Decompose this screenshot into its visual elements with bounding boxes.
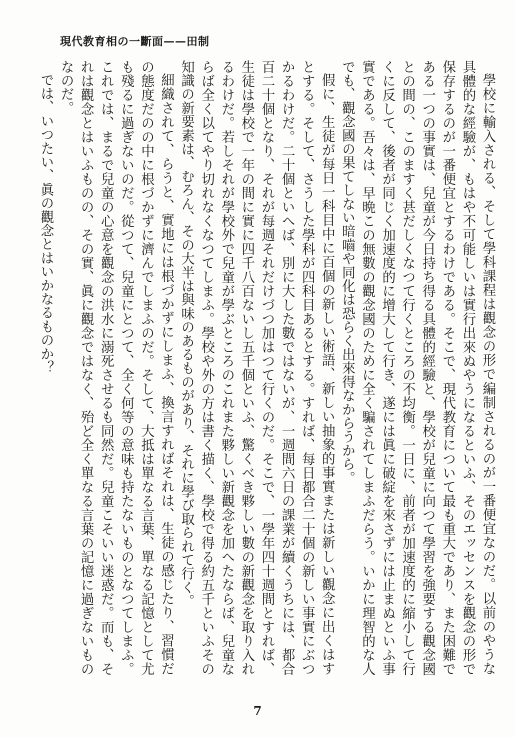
paragraph: では、いつたい、眞の觀念とはいかなるものか？ xyxy=(37,73,53,375)
paragraph: 細織されて、らうと、實地には根づかずにしまふ、換言すればそれは、生徒の感じたり、習慣だの態度だのの中に根づかずに濟んでしまふのだ。そして、大抵は單なる言葉、單なる記憶として尤も殘るに過ぎないのだ。從つて、兒童にとつて、全く何等の意味も持たないものとなつてしまふ。これでは、まるで兒童の心意を觀念の洪水に溺死させるも同然だ。兒童こそいい迷惑だ。而も、それは觀念とはいふものの、その實、眞に觀念ではなく、殆ど全く單なる言葉の記憶に過ぎないものなのだ。 xyxy=(58,60,174,676)
body-text xyxy=(37,60,497,676)
paragraph: 學校に輸入される、そして學科課程は觀念の形で編制されるのが一番便宜なのだ。以前のやうな具體的な經驗が、もはや不可能しいは實行出來ぬやうになるといふ、そのエッセンスを觀念の形で保存するのが一番便宜とするわけである。そこで、現代教育について最も重大であり、また困難である一つの事實は、兒童が今日持ち得る具體的經驗と、學校が兒童に向つて學習を強要する觀念國との間の、このますく甚だしくなつて行くところの不均衡。一日に、前者が加速度的に縮小して行くに反して、後者が同じく加速度的に增大して行き、遂には眞に破綻を來さずには止まぬといふ事實である。吾々は、早晩この無數の觀念國のために全く騙されてしまふだらう。いかに理智的な人でも、觀念國の果てしない暗嚙や同化は恐らく出來得なからうから。 xyxy=(339,60,495,676)
page-number: 7 xyxy=(253,704,262,718)
paragraph: 假に、生徒が每日一科目中に百個の新しい術語、新しい抽象的事實または新しい觀念に出くはすとする。そして、さうした學科が四科目あるとする。すれば、每日都合二十個の新しい事實にぶつかるわけだ。二十個といへば、別に大した數ではないが、一週間六日の課業が續くうちには、都合百二十個となり、それが每週それだけづつ加はつて行くのだ。そこで、一學年四十週間とすれば、生徒は學校で一年の間に實に四千八百ないし五千個といふ、驚くべき夥しい數の新觀念を取り入れるわけだ。若しそれが學校外で兒童が學ぶところのこれまた夥しい新觀念を加へたならば、兒童ならば全く以てやり切れなくなつてしまふ。學校や外の方は書く描く、學校で得る約五千といふその知識の新要素は、むろん、その大半は與味のあるものがあり、それに學び取られて行く。 xyxy=(178,60,335,676)
running-header: 現代教育相の一斷面——田制 xyxy=(60,35,210,48)
